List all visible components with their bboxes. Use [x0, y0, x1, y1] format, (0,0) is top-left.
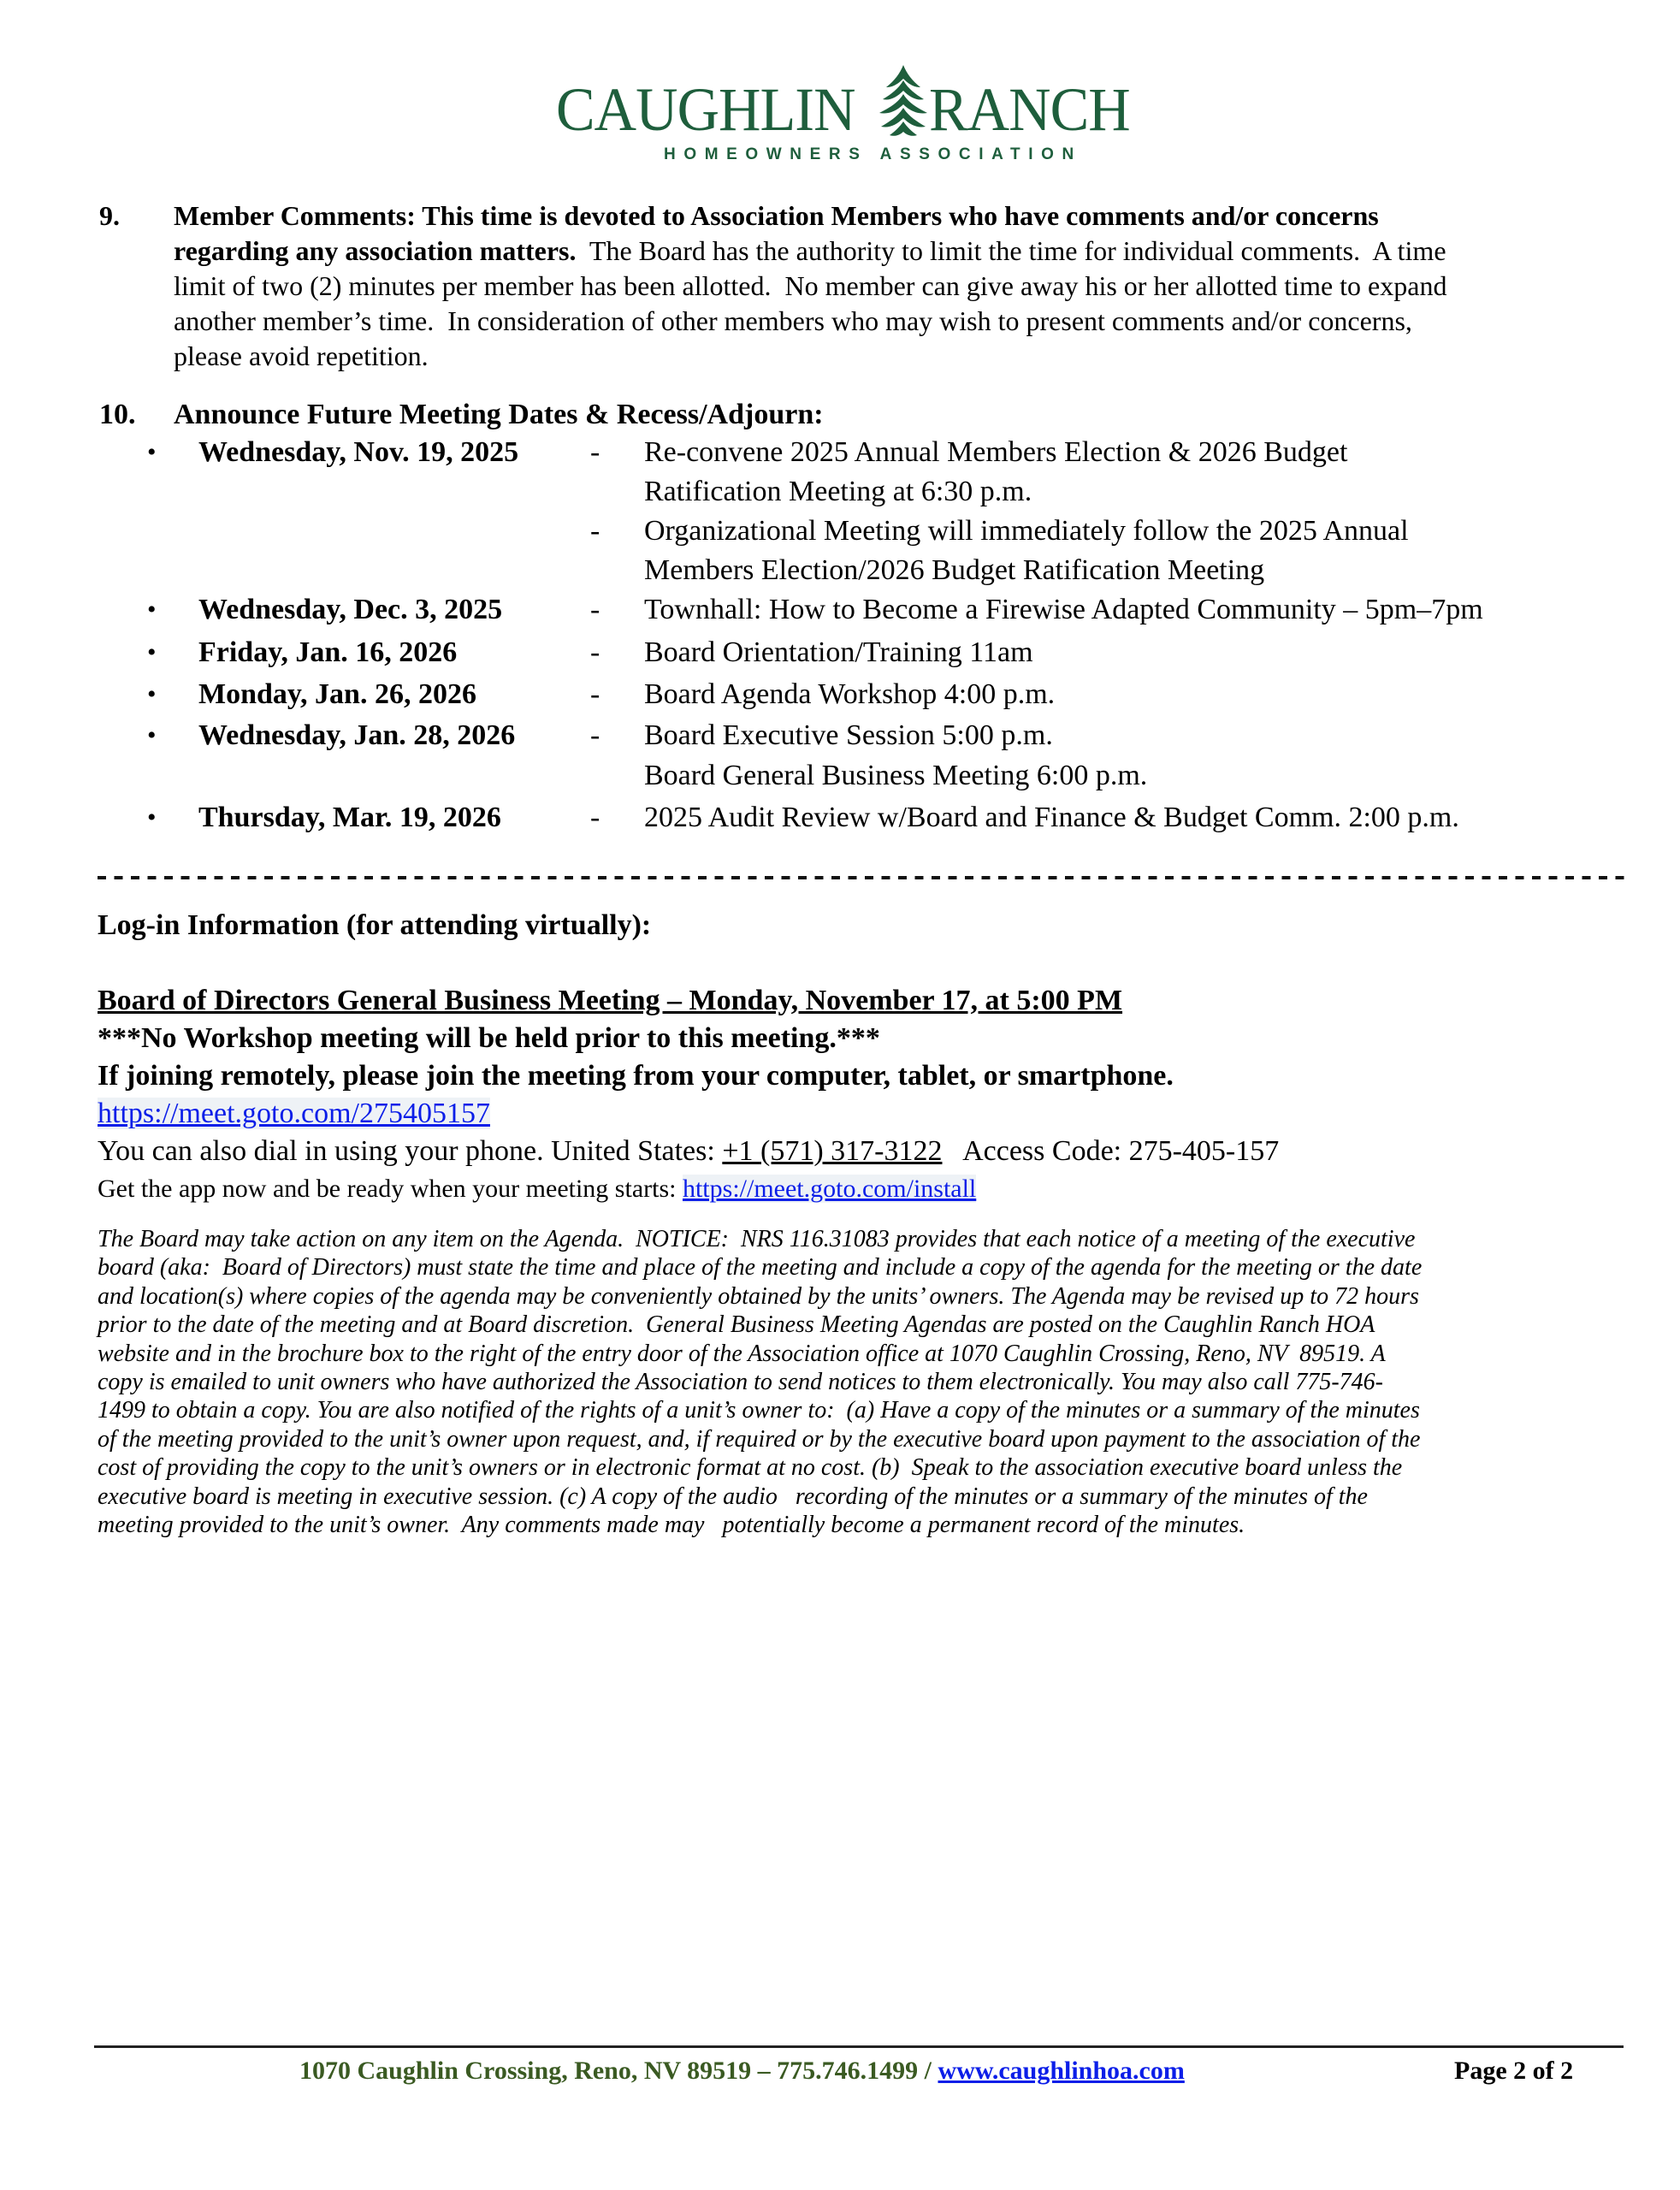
meeting-date: Wednesday, Dec. 3, 2025 [198, 594, 503, 625]
meeting-row [0, 675, 1680, 714]
notice-line: cost of providing the copy to the unit’s owners or in electronic format at no cost. (b) Speak to the association executive board unless the [98, 1454, 1403, 1482]
footer-address-text: 1070 Caughlin Crossing, Reno, NV 89519 – 775.746.1499 / [299, 2057, 938, 2085]
login-heading: Log-in Information (for attending virtually): [98, 909, 652, 941]
access-code: Access Code: 275-405-157 [942, 1135, 1280, 1167]
dash-separator: - [590, 436, 600, 468]
section-9-text: another member’s time. In consideration of other members who may wish to present comments and/or concerns, [174, 305, 1412, 336]
logo-text-ranch: RANCH [929, 75, 1130, 144]
section-9-line [174, 304, 1576, 339]
no-workshop-note: ***No Workshop meeting will be held prior to this meeting.*** [98, 1022, 880, 1054]
meeting-description: Members Election/2026 Budget Ratification Meeting [644, 554, 1265, 586]
meeting-description: 2025 Audit Review w/Board and Finance & Budget Comm. 2:00 p.m. [644, 802, 1459, 833]
meeting-description: Organizational Meeting will immediately follow the 2025 Annual [644, 515, 1409, 547]
meeting-link[interactable]: https://meet.goto.com/275405157 [98, 1098, 490, 1129]
section-9-text: please avoid repetition. [174, 340, 429, 371]
notice-line: copy is emailed to unit owners who have authorized the Association to send notices to them electronically. You may also call 775-746- [98, 1369, 1384, 1396]
section-9-text: limit of two (2) minutes per member has been allotted. No member can give away his or her allotted time to expand [174, 270, 1447, 301]
notice-line: and location(s) where copies of the agenda may be conveniently obtained by the units’ owners. The Agenda may be revised up to 72 hours [98, 1282, 1419, 1310]
meeting-description: Re-convene 2025 Annual Members Election & 2026 Budget [644, 436, 1348, 468]
meeting-date: Wednesday, Nov. 19, 2025 [198, 436, 519, 468]
notice-line: The Board may take action on any item on the Agenda. NOTICE: NRS 116.31083 provides that each notice of a meeting of the executive [98, 1226, 1416, 1252]
notice-line: 1499 to obtain a copy. You are also notified of the rights of a unit’s owner to: (a) Have a copy of the minutes or a summary of the minutes [98, 1397, 1420, 1424]
dash-separator: - [590, 515, 600, 547]
section-9-line [174, 339, 1576, 374]
section-10-title: Announce Future Meeting Dates & Recess/Adjourn: [174, 399, 824, 430]
section-9-number: 9. [99, 200, 120, 231]
meeting-description: Board Executive Session 5:00 p.m. [644, 719, 1053, 751]
meeting-title: Board of Directors General Business Meeting – Monday, November 17, at 5:00 PM [98, 985, 1123, 1016]
bullet-icon: • [147, 438, 157, 466]
app-install-link[interactable]: https://meet.goto.com/install [682, 1175, 977, 1203]
dash-separator: - [590, 719, 600, 751]
join-instruction: If joining remotely, please join the meeting from your computer, tablet, or smartphone. [98, 1060, 1174, 1092]
bullet-icon: • [147, 803, 157, 832]
section-9-text: The Board has the authority to limit the time for individual comments. A time [576, 235, 1446, 266]
notice-line: executive board is meeting in executive session. (c) A copy of the audio recording of the minutes or a summary of the minutes of the [98, 1483, 1368, 1510]
dash-separator: - [590, 594, 600, 625]
app-text: Get the app now and be ready when your meeting starts: [98, 1175, 683, 1203]
section-9-member-comments [174, 198, 1576, 374]
meeting-date: Friday, Jan. 16, 2026 [198, 636, 458, 668]
page-number: Page 2 of 2 [1454, 2057, 1574, 2085]
section-9-line [174, 269, 1576, 304]
meeting-description: Townhall: How to Become a Firewise Adapted Community – 5pm–7pm [644, 594, 1483, 625]
section-9-line [174, 198, 1576, 234]
bullet-icon: • [147, 638, 157, 666]
bullet-icon: • [147, 721, 157, 749]
notice-line: board (aka: Board of Directors) must state the time and place of the meeting and include a copy of the agenda for the meeting or the date [98, 1254, 1423, 1281]
meeting-row [0, 433, 1680, 472]
meeting-row [0, 472, 1680, 512]
meeting-row [0, 756, 1680, 796]
footer-divider [94, 2045, 1624, 2048]
logo-subtitle: HOMEOWNERS ASSOCIATION [664, 145, 1082, 163]
dash-separator: - [590, 636, 600, 668]
bullet-icon: • [147, 595, 157, 624]
section-9-line [174, 234, 1576, 269]
meeting-row [0, 716, 1680, 755]
dial-in-text: You can also dial in using your phone. United States: [98, 1135, 723, 1167]
meeting-date: Wednesday, Jan. 28, 2026 [198, 719, 516, 751]
notice-line: meeting provided to the unit’s owner. Any comments made may potentially become a permanent record of the minutes. [98, 1512, 1245, 1539]
dial-in-line [98, 1133, 1279, 1170]
dashed-divider [98, 876, 1629, 879]
logo-text-caughlin: CAUGHLIN [556, 75, 855, 144]
logo [0, 0, 1680, 180]
footer-address [299, 2056, 1185, 2086]
dash-separator: - [590, 802, 600, 833]
website-link[interactable]: www.caughlinhoa.com [938, 2057, 1185, 2085]
section-9-bold-text: Member Comments: This time is devoted to Association Members who have comments and/or concerns [174, 200, 1379, 231]
bullet-icon: • [147, 680, 157, 708]
meeting-description: Board General Business Meeting 6:00 p.m. [644, 760, 1148, 791]
phone-link[interactable]: +1 (571) 317-3122 [722, 1135, 943, 1167]
meeting-row [0, 590, 1680, 630]
meeting-row [0, 512, 1680, 551]
meeting-date: Monday, Jan. 26, 2026 [198, 678, 476, 710]
meeting-row [0, 633, 1680, 672]
section-9-bold-text: regarding any association matters. [174, 235, 577, 266]
legal-notice [98, 1225, 1629, 1539]
meeting-date: Thursday, Mar. 19, 2026 [198, 802, 501, 833]
app-line [98, 1172, 976, 1206]
meeting-row [0, 798, 1680, 838]
meeting-description: Ratification Meeting at 6:30 p.m. [644, 476, 1032, 507]
notice-line: prior to the date of the meeting and at Board discretion. General Business Meeting Agendas are posted on the Caughlin Ranch HOA [98, 1311, 1375, 1339]
meeting-description: Board Orientation/Training 11am [644, 636, 1033, 668]
pine-tree-icon [874, 65, 932, 139]
section-10-number: 10. [99, 399, 136, 430]
meeting-row [0, 551, 1680, 590]
notice-line: website and in the brochure box to the right of the entry door of the Association office at 1070 Caughlin Crossing, Reno, NV 89519. A [98, 1340, 1386, 1367]
meeting-description: Board Agenda Workshop 4:00 p.m. [644, 678, 1056, 710]
notice-line: of the meeting provided to the unit’s owner upon request, and, if required or by the executive board upon payment to the association of the [98, 1425, 1421, 1453]
dash-separator: - [590, 678, 600, 710]
